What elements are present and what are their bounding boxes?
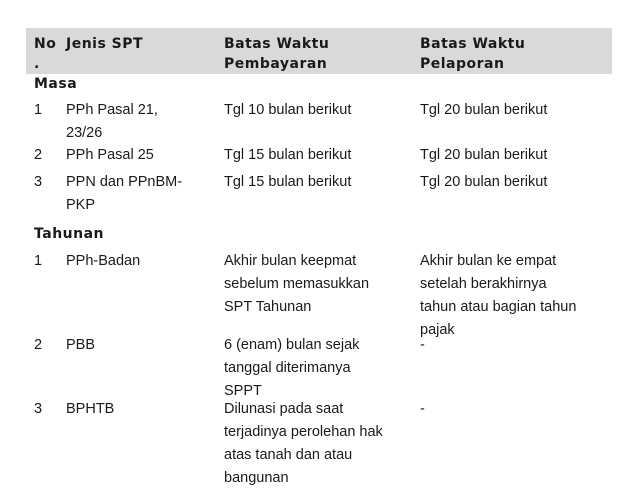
cell-jenis: PPh-Badan [66, 253, 141, 269]
section-title-masa: Masa [34, 76, 78, 92]
cell-no: 2 [34, 147, 43, 163]
cell-pembayaran: Tgl 15 bulan berikut [224, 147, 352, 163]
table-row [26, 171, 612, 224]
cell-pembayaran: Tgl 15 bulan berikut [224, 174, 352, 190]
cell-jenis: PPh Pasal 21, 23/26 [66, 102, 158, 141]
cell-jenis: PPN dan PPnBM- PKP [66, 174, 183, 213]
cell-pelaporan: Tgl 20 bulan berikut [420, 174, 548, 190]
cell-jenis: BPHTB [66, 401, 115, 417]
table-row [26, 398, 612, 486]
cell-no: 3 [34, 174, 43, 190]
header-jenis-spt: Jenis SPT [66, 36, 144, 52]
cell-no: 1 [34, 102, 43, 118]
cell-pelaporan: Akhir bulan ke empat setelah berakhirnya tahun atau bagian tahun pajak [420, 253, 577, 338]
cell-no: 3 [34, 401, 43, 417]
header-batas-pelaporan: Batas Waktu Pelaporan [420, 36, 526, 72]
cell-pembayaran: Tgl 10 bulan berikut [224, 102, 352, 118]
cell-pembayaran: 6 (enam) bulan sejak tanggal diterimanya SPPT [224, 337, 360, 399]
cell-pelaporan: Tgl 20 bulan berikut [420, 147, 548, 163]
table-row [26, 244, 612, 338]
section-title-tahunan: Tahunan [34, 226, 105, 242]
cell-pelaporan: - [420, 401, 425, 417]
cell-jenis: PPh Pasal 25 [66, 147, 154, 163]
cell-no: 1 [34, 253, 43, 269]
cell-pembayaran: Dilunasi pada saat terjadinya perolehan hak atas tanah dan atau bangunan [224, 401, 383, 486]
table-row [26, 334, 612, 398]
table-row [26, 94, 612, 144]
cell-pelaporan: Tgl 20 bulan berikut [420, 102, 548, 118]
spt-deadline-table [26, 28, 612, 486]
cell-jenis: PBB [66, 337, 96, 353]
cell-pembayaran: Akhir bulan keepmat sebelum memasukkan SPT Tahunan [224, 253, 370, 315]
table-row [26, 144, 612, 171]
header-batas-pembayaran: Batas Waktu Pembayaran [224, 36, 330, 72]
cell-no: 2 [34, 337, 43, 353]
cell-pelaporan: - [420, 337, 425, 353]
header-no: No . [34, 36, 57, 72]
table-header [26, 28, 612, 74]
